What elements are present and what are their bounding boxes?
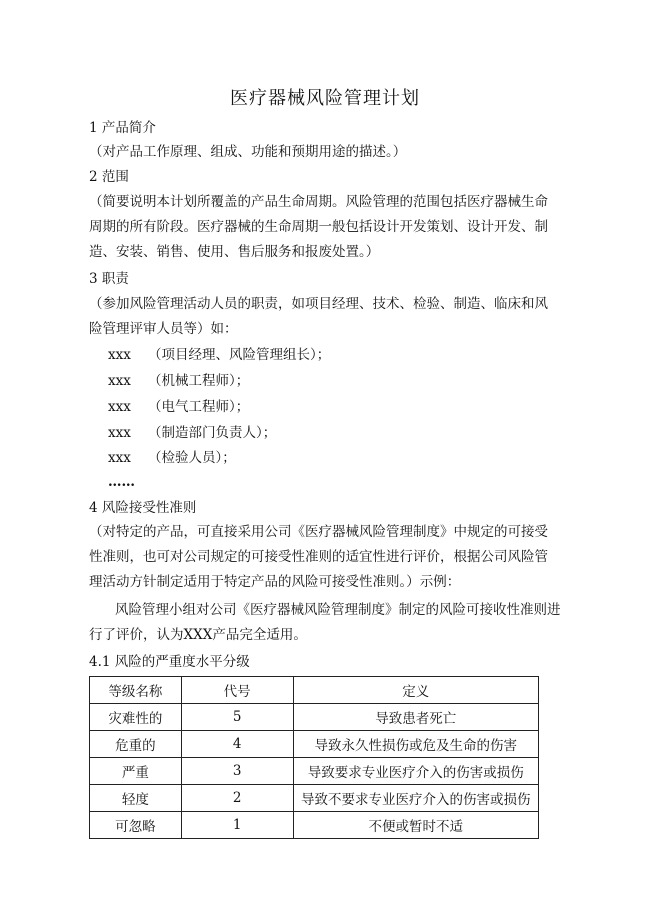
- section-3-heading: 3 职责: [89, 271, 129, 287]
- table-row: [90, 812, 539, 839]
- cell-definition: 导致患者死亡: [293, 704, 538, 731]
- member-code: xxx: [108, 373, 131, 389]
- member-item: [108, 395, 580, 420]
- ellipsis: ……: [108, 474, 135, 490]
- member-code: xxx: [108, 347, 131, 363]
- cell-code: 4: [181, 731, 293, 758]
- member-code: xxx: [108, 399, 131, 415]
- member-role: （检验人员）；: [148, 450, 236, 466]
- member-role: （机械工程师）；: [148, 373, 250, 389]
- member-item: [108, 343, 580, 368]
- member-role: （制造部门负责人）；: [148, 425, 277, 441]
- table-row: [90, 785, 539, 812]
- severity-table: [89, 676, 539, 839]
- section-4-text-2: 风险管理小组对公司《医疗器械风险管理制度》制定的风险可接收性准则进行了评价，认为XXX产品完全适用。: [89, 602, 561, 643]
- cell-code: 1: [181, 812, 293, 839]
- header-definition: 定义: [293, 677, 538, 704]
- table-row: [90, 758, 539, 785]
- cell-definition: 导致永久性损伤或危及生命的伤害: [293, 731, 538, 758]
- section-1-heading: 1 产品简介: [89, 120, 156, 136]
- member-role: （项目经理、风险管理组长）；: [148, 347, 331, 363]
- header-level-name: 等级名称: [90, 677, 182, 704]
- section-3-text: （参加风险管理活动人员的职责，如项目经理、技术、检验、制造、临床和风险管理评审人员等）如：: [89, 296, 548, 337]
- table-row: [90, 704, 539, 731]
- cell-code: 2: [181, 785, 293, 812]
- table-row: [90, 731, 539, 758]
- section-4-heading: 4 风险接受性准则: [89, 500, 197, 516]
- section-1-text: （对产品工作原理、组成、功能和预期用途的描述。）: [89, 144, 407, 160]
- cell-level-name: 可忽略: [90, 812, 182, 839]
- cell-definition: 导致要求专业医疗介入的伤害或损伤: [293, 758, 538, 785]
- section-4-1-heading: 4.1 风险的严重度水平分级: [89, 654, 250, 670]
- section-4-text: （对特定的产品，可直接采用公司《医疗器械风险管理制度》中规定的可接受性准则，也可对公司规定的可接受性准则的适宜性进行评价，根据公司风险管理活动方针制定适用于特定产品的风险可接受性准则。）示例：: [89, 524, 548, 590]
- section-2-heading: 2 范围: [89, 169, 129, 185]
- cell-level-name: 轻度: [90, 785, 182, 812]
- member-item: [108, 446, 580, 471]
- cell-code: 5: [181, 704, 293, 731]
- member-role: （电气工程师）；: [148, 399, 250, 415]
- cell-level-name: 危重的: [90, 731, 182, 758]
- member-item: [108, 421, 580, 446]
- header-code: 代号: [181, 677, 293, 704]
- document-title: 医疗器械风险管理计划: [230, 88, 420, 109]
- cell-level-name: 灾难性的: [90, 704, 182, 731]
- cell-definition: 不便或暂时不适: [293, 812, 538, 839]
- table-header-row: [90, 677, 539, 704]
- cell-definition: 导致不要求专业医疗介入的伤害或损伤: [293, 785, 538, 812]
- member-code: xxx: [108, 425, 131, 441]
- member-item: [108, 369, 580, 394]
- cell-code: 3: [181, 758, 293, 785]
- member-code: xxx: [108, 450, 131, 466]
- section-2-text: （简要说明本计划所覆盖的产品生命周期。风险管理的范围包括医疗器械生命周期的所有阶段。医疗器械的生命周期一般包括设计开发策划、设计开发、制造、安装、销售、使用、售后服务和报废处置。）: [89, 194, 548, 260]
- cell-level-name: 严重: [90, 758, 182, 785]
